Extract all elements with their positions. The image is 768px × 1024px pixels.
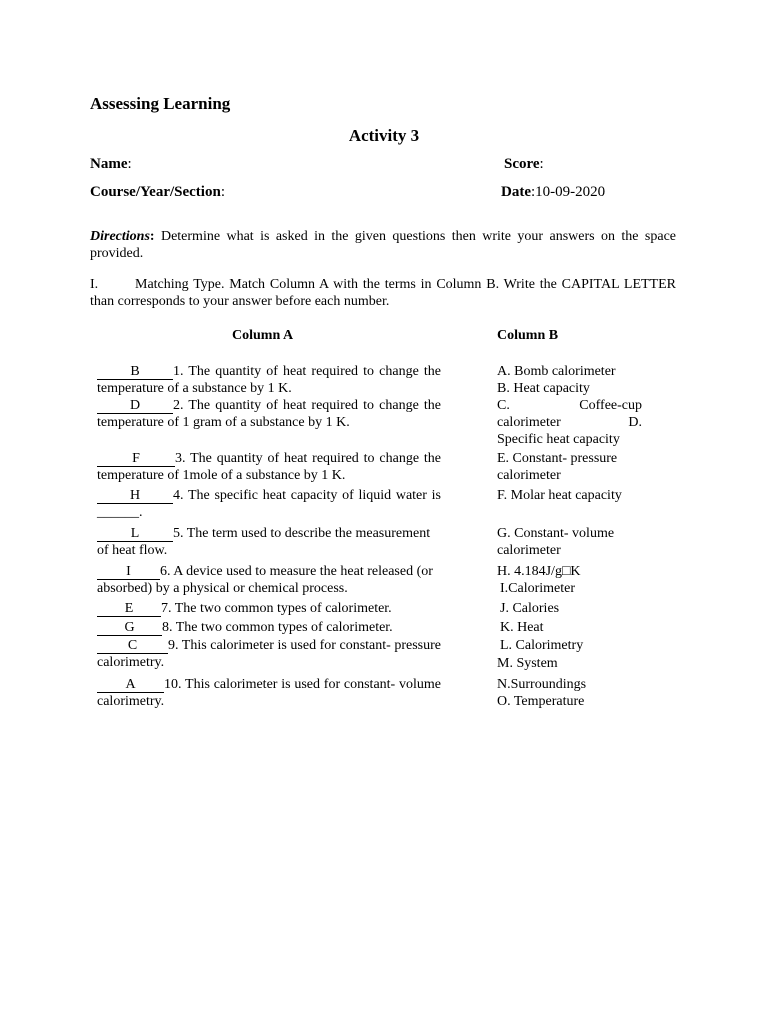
question-text-2: 2. The quantity of heat required to change the temperature of 1 gram of a substance by 1 K. [97,398,441,430]
column-b-header: Column B [497,328,559,343]
option-e: E. Constant- pressure calorimeter [497,451,618,483]
option-c-d-line [497,414,642,431]
part1-numeral: I. [90,277,99,292]
question-1 [97,363,441,397]
option-c-letter: C. [497,398,510,413]
option-j: J. Calories [500,601,560,616]
question-text-7: 7. The two common types of calorimeter. [161,601,392,616]
option-m: M. System [497,656,558,671]
question-6 [97,563,441,597]
option-c-text: Coffee-cup [579,398,642,413]
activity-title: Activity 3 [348,126,420,145]
score-label: Score [504,156,540,172]
option-d-text: Specific heat capacity [497,432,620,447]
answer-blank-6[interactable]: I [97,565,160,580]
option-g: G. Constant- volume calorimeter [497,526,615,558]
score-field: Score: [504,156,544,172]
part1-text: Matching Type. Match Column A with the terms in Column B. Write the CAPITAL LETTER than corresponds to your answer before each number. [90,277,676,309]
option-n: N.Surroundings [497,677,587,692]
column-a-header: Column A [232,328,294,343]
answer-blank-10[interactable]: A [97,678,164,693]
answer-blank-8[interactable]: G [97,621,162,636]
answer-blank-9[interactable]: C [97,639,168,654]
answer-blank-1[interactable]: B [97,365,173,380]
date-field: Date:10-09-2020 [501,184,606,200]
option-c-line [497,397,642,414]
question-3 [97,450,441,484]
option-b: B. Heat capacity [497,381,590,396]
option-c-text-cont: calorimeter [497,415,561,430]
question-text-10: 10. This calorimeter is used for constant- volume calorimetry. [97,677,441,709]
answer-blank-4[interactable]: H [97,489,173,504]
option-a: A. Bomb calorimeter [497,364,616,379]
date-label: Date [501,184,531,200]
question-text-9: 9. This calorimeter is used for constant- pressure calorimetry. [97,638,441,670]
question-2 [97,397,441,431]
question-text-8: 8. The two common types of calorimeter. [162,620,393,635]
option-i: I.Calorimeter [500,581,576,596]
course-field: Course/Year/Section: [90,184,225,200]
question-7 [97,600,441,617]
name-field: Name: [90,156,132,172]
date-value: 10-09-2020 [535,184,606,200]
option-l: L. Calorimetry [500,638,584,653]
course-label: Course/Year/Section [90,184,221,200]
option-f: F. Molar heat capacity [497,488,622,503]
question-10 [97,676,441,710]
question-text-4: 4. The specific heat capacity of liquid water is ______. [97,488,441,520]
answer-blank-5[interactable]: L [97,527,173,542]
option-k: K. Heat [500,620,544,635]
answer-blank-2[interactable]: D [97,399,173,414]
question-text-3: 3. The quantity of heat required to change the temperature of 1mole of a substance by 1 K. [97,451,441,483]
part1-instructions [90,276,676,310]
option-o: O. Temperature [497,694,585,709]
question-9 [97,637,441,671]
option-d-letter: D. [628,415,642,430]
question-4 [97,487,441,521]
directions-label: Directions [90,229,150,244]
name-label: Name [90,156,128,172]
directions-text: Determine what is asked in the given questions then write your answers on the space provided. [90,229,676,261]
question-text-6: 6. A device used to measure the heat released (or absorbed) by a physical or chemical process. [97,564,433,596]
question-8 [97,619,441,636]
option-h: H. 4.184J/g□K [497,564,581,579]
question-5 [97,525,441,559]
section-title: Assessing Learning [90,94,231,113]
answer-blank-3[interactable]: F [97,452,175,467]
question-text-1: 1. The quantity of heat required to change the temperature of a substance by 1 K. [97,364,441,396]
directions: Directions: Determine what is asked in the given questions then write your answers on the space provided. [90,229,676,261]
answer-blank-7[interactable]: E [97,602,161,617]
question-text-5: 5. The term used to describe the measurement of heat flow. [97,526,431,558]
